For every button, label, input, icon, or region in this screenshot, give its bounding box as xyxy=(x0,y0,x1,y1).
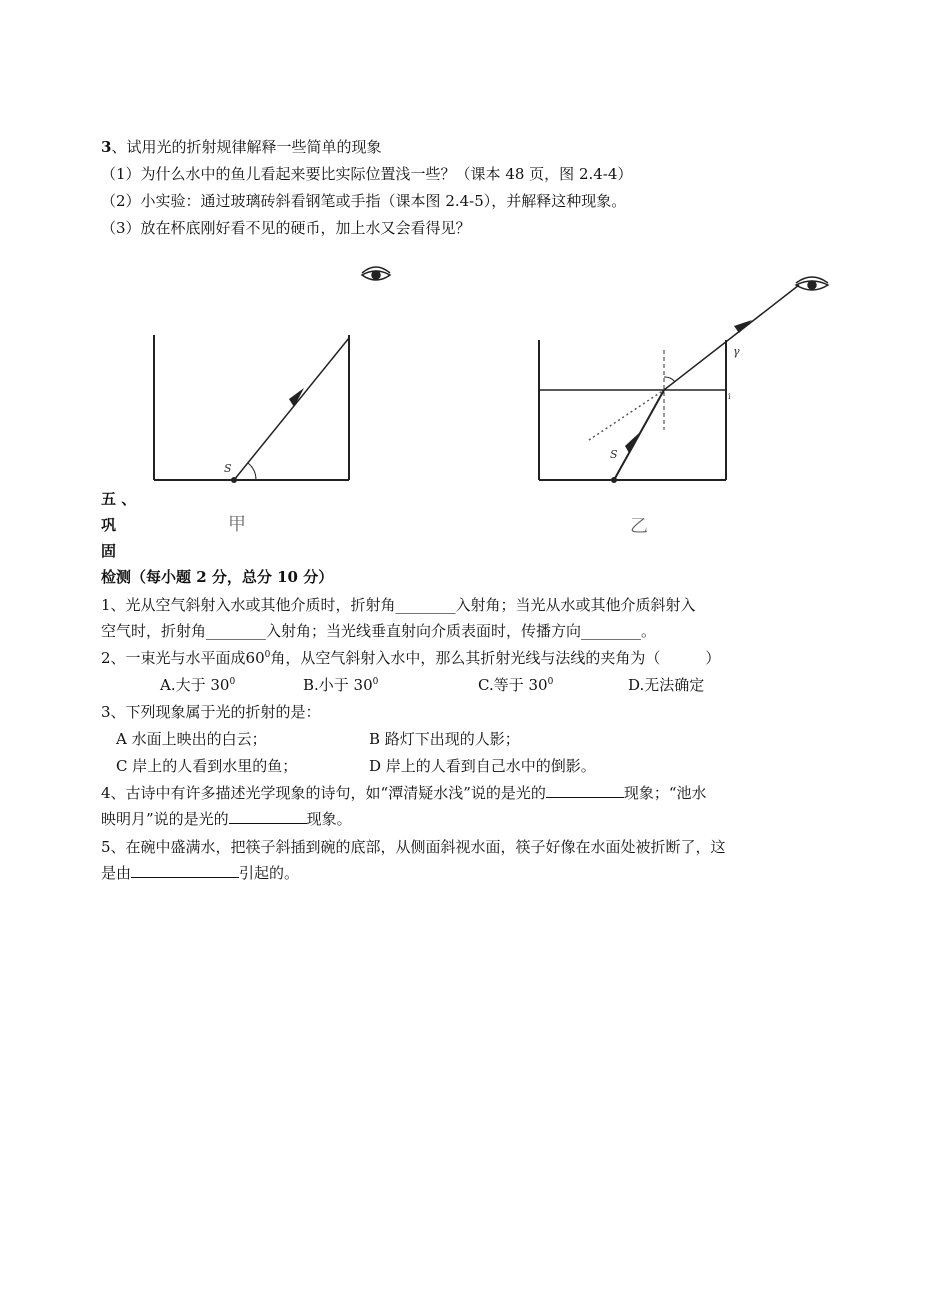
right-coin-point xyxy=(611,477,617,483)
section3-question-1: （1）为什么水中的鱼儿看起来要比实际位置浅一些？（课本 48 页，图 2.4-4） xyxy=(101,165,633,183)
right-water-arrow xyxy=(625,433,639,453)
question-2-option-b: B.小于 $30^0$ xyxy=(303,676,379,694)
section3-question-2: （2）小实验：通过玻璃砖斜看钢笔或手指（课本图 2.4-5），并解释这种现象。 xyxy=(101,192,627,210)
left-point-label: S xyxy=(224,462,232,475)
right-air-arrow xyxy=(734,320,752,333)
question-3-option-d: D 岸上的人看到自己水中的倒影。 xyxy=(369,757,596,775)
question-5-line-2: 是由 引起的。 xyxy=(101,864,300,882)
question-4-line-2: 映明月”说的是光的 现象。 xyxy=(101,810,352,828)
section3-title-text: 、试用光的折射规律解释一些简单的现象 xyxy=(111,138,382,156)
right-ray-in-water xyxy=(614,390,664,480)
right-figure-caption: 乙 xyxy=(630,516,648,537)
question-2-option-a: A.大于 $30^0$ xyxy=(160,676,236,694)
question-3-option-c: C 岸上的人看到水里的鱼； xyxy=(116,757,298,775)
left-angle-arc xyxy=(248,463,256,480)
right-small-label: i xyxy=(728,392,731,401)
left-eye-icon xyxy=(362,267,390,280)
left-figure-caption: 甲 xyxy=(228,514,246,535)
question-3-stem: 3、下列现象属于光的折射的是： xyxy=(101,703,321,721)
right-point-label: S xyxy=(610,448,618,461)
question-3-option-a: A 水面上映出的白云； xyxy=(116,730,267,748)
section5-heading-line-1: 五 、 xyxy=(101,490,137,508)
right-ray-in-air xyxy=(664,285,799,390)
section5-heading-line-2: 巩 xyxy=(101,516,117,534)
left-light-ray xyxy=(234,338,349,480)
question-4-line-1: 4、古诗中有许多描述光学现象的诗句，如“潭清疑水浅”说的是光的 现象；“池水 xyxy=(101,784,707,802)
section3-number: 3 xyxy=(101,138,112,156)
question-2-option-d: D.无法确定 xyxy=(628,676,705,694)
question-3-option-b: B 路灯下出现的人影； xyxy=(369,730,520,748)
right-cup xyxy=(539,340,726,480)
virtual-image-line xyxy=(589,390,664,440)
question-2-stem-b: 角，从空气斜射入水中，那么其折射光线与法线的夹角为（ ） xyxy=(270,649,721,667)
question-2-stem xyxy=(101,648,720,668)
refraction-diagram xyxy=(144,255,844,540)
section5-heading-line-3: 固 xyxy=(101,542,117,560)
question-5-blank[interactable] xyxy=(131,863,239,878)
question-2-option-c: C.等于 $30^0$ xyxy=(478,676,554,694)
left-coin-point xyxy=(231,477,237,483)
right-angle-label: γ xyxy=(733,345,740,358)
refraction-figure xyxy=(144,255,844,540)
question-4-blank-2[interactable] xyxy=(229,809,307,824)
question-1-line-2: 空气时，折射角________入射角；当光线垂直射向介质表面时，传播方向________。 xyxy=(101,622,657,640)
section5-heading-line-4: 检测（每小题 2 分，总分 10 分） xyxy=(101,568,334,586)
section3-question-3: （3）放在杯底刚好看不见的硬币，加上水又会看得见？ xyxy=(101,219,471,237)
right-eye-icon xyxy=(796,277,828,290)
section3-title xyxy=(101,137,381,157)
right-angle-arc xyxy=(664,377,675,382)
degree-sup: 0 xyxy=(264,650,271,660)
question-2-stem-a: 2、一束光与水平面成60 xyxy=(101,649,265,667)
question-4-blank-1[interactable] xyxy=(546,783,624,798)
question-5-line-1: 5、在碗中盛满水，把筷子斜插到碗的底部，从侧面斜视水面，筷子好像在水面处被折断了，这 xyxy=(101,838,726,856)
question-1-line-1: 1、光从空气斜射入水或其他介质时，折射角________入射角；当光从水或其他介质斜射入 xyxy=(101,596,696,614)
